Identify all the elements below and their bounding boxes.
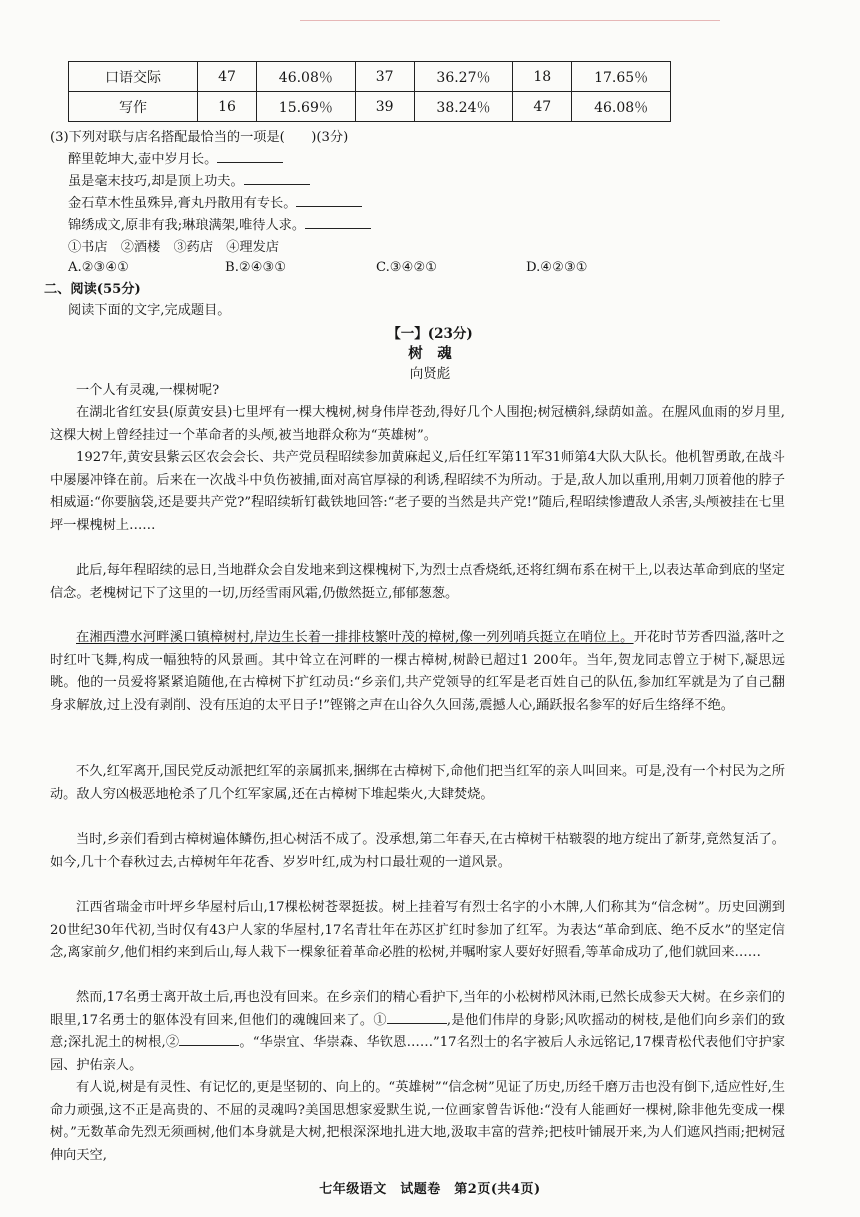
- article-paragraph: [50, 627, 785, 717]
- answer-blank[interactable]: [244, 172, 310, 185]
- article-paragraph: 1927年,黄安县紫云区农会会长、共产党员程昭续参加黄麻起义,后任红军第11军31师第4大队大队长。他机智勇敢,在战斗中屡屡冲锋在前。后来在一次战斗中负伤被捕,面对高官厚禄的利诱,程昭续不为所动。于是,敌人加以重刑,用刺刀顶着他的脖子相威逼:“你要脑袋,还是要共产党?”程昭续斩钉截铁地回答:“老子要的当然是共产党!”随后,程昭续惨遭敌人杀害,头颅被挂在七里坪一棵槐树上……: [50, 450, 785, 533]
- article-paragraph: 在湖北省红安县(原黄安县)七里坪有一棵大槐树,树身伟岸苍劲,得好几个人围抱;树冠横斜,绿荫如盖。在腥风血雨的岁月里,这棵大树上曾经挂过一个革命者的头颅,被当地群众称为“英雄树”。: [50, 405, 785, 443]
- couplet-line: [68, 172, 310, 191]
- article-paragraph: 一个人有灵魂,一棵树呢?: [76, 383, 220, 398]
- table-cell: 47: [198, 62, 257, 92]
- part-label: 【一】(23分): [387, 326, 473, 342]
- table-cell: 15.69％: [256, 92, 355, 122]
- couplet-text: 醉里乾坤大,壶中岁月长。: [68, 152, 218, 167]
- paragraph-text: ,是他们伟岸的身影;风吹摇动的树枝,是他们向乡亲们的致意;深扎泥土的树根,②: [50, 1012, 785, 1050]
- table-cell: 36.27％: [414, 62, 513, 92]
- paragraph-text: 开花时节芳香四溢,落叶之时红叶飞舞,构成一幅独特的风景画。其中耸立在河畔的一棵古樟树,树龄已超过1 200年。当年,贺龙同志曾立于树下,凝思远眺。他的一员爱将紧紧追随他,在古樟树下扩红动员:“乡亲们,共产党领导的红军是老百姓自己的队伍,参加红军就是为了自己翻身求解放,过上没有剥削、没有压迫的太平日子!”铿锵之声在山谷久久回荡,震撼人心,踊跃报名参军的好后生络绎不绝。: [50, 630, 785, 713]
- table-cell: 17.65％: [572, 62, 671, 92]
- couplet-text: 虽是毫末技巧,却是顶上功夫。: [68, 174, 244, 189]
- answer-blank-2[interactable]: [179, 1033, 239, 1046]
- option-b[interactable]: B.②④③①: [225, 260, 287, 275]
- article-author: 向贤彪: [409, 366, 451, 382]
- article-paragraph: 江西省瑞金市叶坪乡华屋村后山,17棵松树苍翠挺拔。树上挂着写有烈士名字的小木牌,人们称其为“信念树”。历史回溯到20世纪30年代初,当时仅有43户人家的华屋村,17名青壮年在苏区扩红时参加了红军。为表达“革命到底、绝不反水”的坚定信念,离家前夕,他们相约来到后山,每人栽下一棵象征着革命必胜的松树,并嘱咐家人要好好照看,等革命成功了,他们就回来……: [50, 900, 785, 960]
- paragraph-text: 然而,17名勇士离开故土后,再也没有回来。在乡亲们的精心看护下,当年的小松树栉风沐雨,已然长成参天大树。在乡亲们的眼里,17名勇士的躯体没有回来,但他们的魂魄回来了。①: [50, 990, 785, 1028]
- question-3-stem: (3)下列对联与店名搭配最恰当的一项是( )(3分): [50, 130, 349, 145]
- article-title: 树 魂: [408, 345, 452, 362]
- table-cell: 38.24％: [414, 92, 513, 122]
- answer-blank[interactable]: [296, 194, 362, 207]
- shop-list: ①书店 ②酒楼 ③药店 ④理发店: [68, 240, 279, 255]
- article-paragraph: 不久,红军离开,国民党反动派把红军的亲属抓来,捆绑在古樟树下,命他们把当红军的亲人叫回来。可是,没有一个村民为之所动。敌人穷凶极恶地枪杀了几个红军家属,还在古樟树下堆起柴火,大肆焚烧。: [50, 764, 785, 802]
- couplet-text: 锦绣成文,原非有我;琳琅满架,唯待人求。: [68, 218, 306, 233]
- table-cell: 39: [355, 92, 414, 122]
- underlined-sentence: 在湘西澧水河畔溪口镇樟树村,岸边生长着一排排枝繁叶茂的樟树,像一列列哨兵挺立在哨位上。: [76, 630, 634, 645]
- survey-table: [68, 61, 671, 122]
- table-cell: 37: [355, 62, 414, 92]
- option-a[interactable]: A.②③④①: [68, 260, 130, 275]
- article-paragraph: 此后,每年程昭续的忌日,当地群众会自发地来到这棵槐树下,为烈士点香烧纸,还将红绸布系在树干上,以表达革命到底的坚定信念。老槐树记下了这里的一切,历经雪雨风霜,仍傲然挺立,郁郁葱葱。: [50, 563, 785, 601]
- couplet-line: [68, 216, 371, 235]
- table-row: [69, 92, 671, 122]
- table-row: [69, 62, 671, 92]
- option-c[interactable]: C.③④②①: [376, 260, 438, 275]
- table-cell: 18: [513, 62, 572, 92]
- top-edge-mark: [300, 20, 720, 21]
- page-footer: 七年级语文 试题卷 第2页(共4页): [319, 1182, 541, 1197]
- answer-blank[interactable]: [305, 216, 371, 229]
- article-paragraph: 当时,乡亲们看到古樟树遍体鳞伤,担心树活不成了。没承想,第二年春天,在古樟树干枯皲裂的地方绽出了新芽,竟然复活了。如今,几十个春秋过去,古樟树年年花香、岁岁叶红,成为村口最壮观的一道风景。: [50, 832, 785, 870]
- answer-blank-1[interactable]: [387, 1011, 447, 1024]
- article-paragraph: [50, 987, 785, 1077]
- couplet-line: [68, 194, 362, 213]
- answer-blank[interactable]: [217, 150, 283, 163]
- couplet-text: 金石草木性虽殊异,膏丸丹散用有专长。: [68, 196, 297, 211]
- table-cell: 口语交际: [69, 62, 198, 92]
- option-d[interactable]: D.④②③①: [526, 260, 588, 275]
- table-cell: 写作: [69, 92, 198, 122]
- article-paragraph: 有人说,树是有灵性、有记忆的,更是坚韧的、向上的。“英雄树”“信念树”见证了历史,历经千磨万击也没有倒下,适应性好,生命力顽强,这不正是高贵的、不屈的灵魂吗?美国思想家爱默生说,一位画家曾告诉他:“没有人能画好一棵树,除非他先变成一棵树。”无数革命先烈无须画树,他们本身就是大树,把根深深地扎进大地,汲取丰富的营养;把枝叶铺展开来,为人们遮风挡雨;把树冠伸向天空,: [50, 1080, 785, 1163]
- table-cell: 46.08％: [572, 92, 671, 122]
- section-heading: 二、阅读(55分): [44, 282, 141, 297]
- table-cell: 16: [198, 92, 257, 122]
- section-instruction: 阅读下面的文字,完成题目。: [68, 303, 231, 318]
- couplet-line: [68, 150, 283, 169]
- table-cell: 46.08％: [256, 62, 355, 92]
- paragraph-text: 。“华崇宜、华崇森、华钦恩……”17名烈士的名字被后人永远铭记,17棵青松代表他们守护家园、护佑亲人。: [50, 1035, 785, 1073]
- table-cell: 47: [513, 92, 572, 122]
